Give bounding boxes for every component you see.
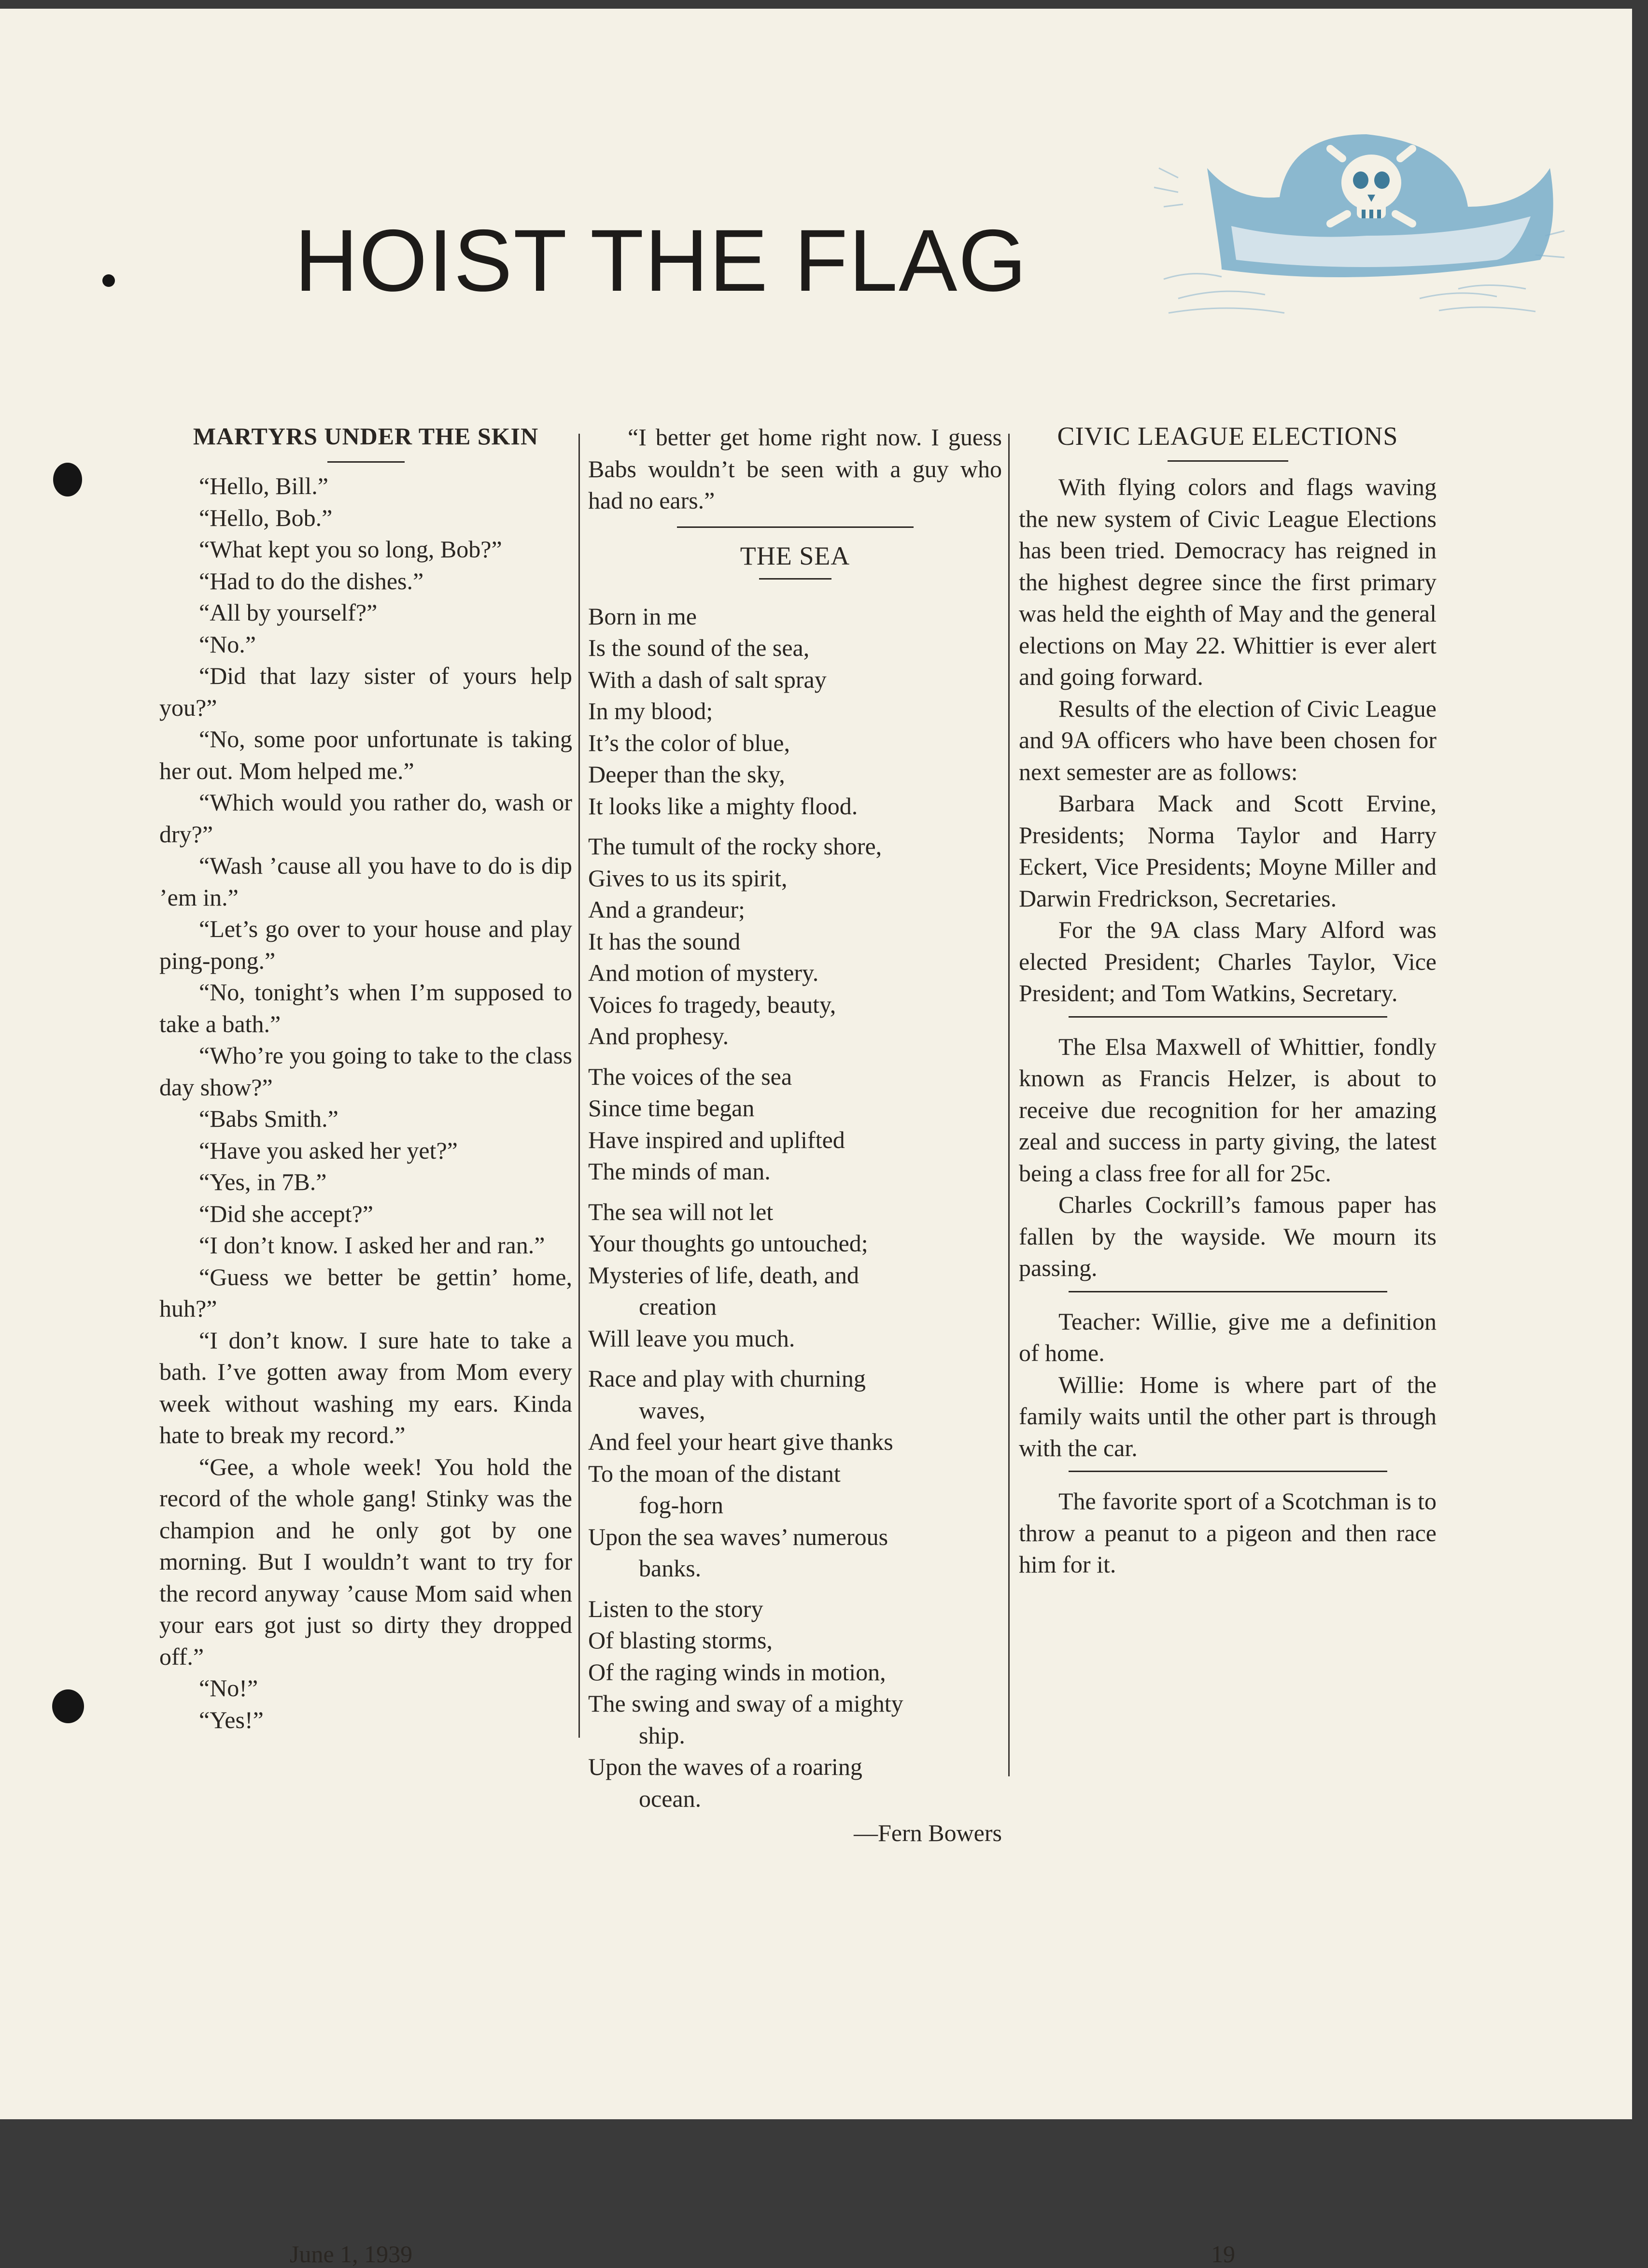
- poem-line: Of the raging winds in motion,: [588, 1658, 886, 1686]
- poem-line: Race and play with churning: [588, 1365, 866, 1392]
- dialogue-line: “Yes, in 7B.”: [199, 1168, 327, 1195]
- poem-stanza: [588, 1363, 1002, 1585]
- dialogue-line: “What kept you so long, Bob?”: [199, 536, 502, 563]
- column-the-sea: [588, 422, 1002, 1849]
- poem-line: Since time began: [588, 1094, 755, 1121]
- dialogue-line: “Yes!”: [199, 1706, 264, 1733]
- poem-line: banks.: [639, 1555, 702, 1582]
- item-rule-3: [1069, 1471, 1387, 1472]
- poem-line: Will leave you much.: [588, 1324, 795, 1352]
- poem-line: ship.: [639, 1721, 685, 1749]
- item-rule-1: [1069, 1016, 1387, 1018]
- column-civic-league: [1019, 422, 1437, 1581]
- poem-line: Deeper than the sky,: [588, 761, 785, 788]
- dialogue-continued: “I better get home right now. I guess Babs wouldn’t be seen with a guy who had no ears.”: [588, 424, 1002, 514]
- poem-line: It’s the color of blue,: [588, 729, 790, 756]
- issue-date: June 1, 1939: [290, 2240, 413, 2268]
- poem-line: The minds of man.: [588, 1158, 771, 1185]
- column-divider-right: [1008, 434, 1010, 1776]
- poem-line: Your thoughts go untouched;: [588, 1230, 868, 1257]
- page-number: 19: [1211, 2240, 1235, 2268]
- poem-title-rule: [759, 578, 831, 580]
- dialogue-line: “Guess we better be gettin’ home, huh?”: [159, 1263, 572, 1322]
- martyrs-heading: MARTYRS UNDER THE SKIN: [193, 423, 539, 450]
- dialogue-line: “Have you asked her yet?”: [199, 1136, 458, 1164]
- poem-stanza: [588, 1196, 1002, 1355]
- article-paragraph: With flying colors and flags waving the new system of Civic League Elections has been tried. Democracy has reigned in the highest degree since the first primary was held the eighth of May and the general elections on May 22. Whittier is ever alert and going forward.: [1019, 473, 1437, 690]
- joke-scotchman: [1019, 1486, 1437, 1581]
- dialogue-line: “Let’s go over to your house and play ping-pong.”: [159, 915, 572, 974]
- item-paragraph: The favorite sport of a Scotchman is to throw a peanut to a pigeon and then race him for it.: [1019, 1488, 1437, 1578]
- poem-line: To the moan of the distant: [588, 1460, 841, 1487]
- dialogue-line: “All by yourself?”: [199, 599, 378, 626]
- civic-heading: CIVIC LEAGUE ELECTIONS: [1057, 422, 1398, 451]
- poem-line: Is the sound of the sea,: [588, 634, 810, 661]
- binding-hole-mark: [52, 1689, 84, 1723]
- article-paragraph: For the 9A class Mary Alford was elected President; Charles Taylor, Vice President; and Tom Watkins, Secretary.: [1019, 916, 1437, 1006]
- poem-line: Of blasting storms,: [588, 1627, 773, 1654]
- dialogue-line: “No, tonight’s when I’m supposed to take a bath.”: [159, 978, 572, 1037]
- poem-line: ocean.: [639, 1785, 702, 1812]
- dialogue-line: “No!”: [199, 1674, 258, 1701]
- poem-line: waves,: [639, 1396, 705, 1424]
- poem-line: Voices fo tragedy, beauty,: [588, 991, 836, 1018]
- poem-stanza: [588, 831, 1002, 1052]
- column-divider-left: [578, 434, 580, 1738]
- poem-line: And a grandeur;: [588, 896, 745, 923]
- dialogue-line: “I don’t know. I sure hate to take a bath. I’ve gotten away from Mom every week without washing my ears. Kinda hate to break my record.”: [159, 1326, 572, 1448]
- heading-rule: [327, 461, 405, 463]
- poem-line: And motion of mystery.: [588, 959, 819, 986]
- dialogue-line: “Hello, Bill.”: [199, 472, 328, 499]
- article-paragraph: Barbara Mack and Scott Ervine, Presidents; Norma Taylor and Harry Eckert, Vice Presidents; Moyne Miller and Darwin Fredrickson, Secretaries.: [1019, 790, 1437, 912]
- dialogue-line: “No.”: [199, 630, 256, 658]
- joke-teacher-willie: [1019, 1306, 1437, 1464]
- poem-stanza: [588, 601, 1002, 822]
- dialogue-line: “Babs Smith.”: [199, 1105, 338, 1132]
- poem-line: The swing and sway of a mighty: [588, 1690, 903, 1717]
- party-item: [1019, 1031, 1437, 1284]
- poem-line: The sea will not let: [588, 1198, 774, 1225]
- dialogue-line: “Hello, Bob.”: [199, 504, 333, 531]
- column-martyrs: [159, 422, 572, 1736]
- binding-hole-mark: [53, 463, 82, 496]
- poem-line: Mysteries of life, death, and: [588, 1261, 859, 1289]
- poem-line: Upon the waves of a roaring: [588, 1753, 862, 1780]
- poem-stanza: [588, 1061, 1002, 1188]
- item-paragraph: Willie: Home is where part of the family waits until the other part is through with the car.: [1019, 1371, 1437, 1461]
- poem-line: The tumult of the rocky shore,: [588, 833, 882, 860]
- poem-line: In my blood;: [588, 697, 713, 724]
- poem-stanza: [588, 1593, 1002, 1815]
- dialogue-line: “Who’re you going to take to the class day show?”: [159, 1042, 572, 1101]
- poem-line: Gives to us its spirit,: [588, 864, 788, 892]
- dialogue-line: “No, some poor unfortunate is taking her out. Mom helped me.”: [159, 725, 572, 784]
- poem-line: And prophesy.: [588, 1022, 729, 1049]
- pirate-hat-illustration: [1149, 115, 1574, 323]
- item-paragraph: Teacher: Willie, give me a definition of home.: [1019, 1307, 1437, 1366]
- civic-article: [1019, 471, 1437, 1009]
- item-rule-2: [1069, 1291, 1387, 1292]
- article-paragraph: Results of the election of Civic League and 9A officers who have been chosen for next semester are as follows:: [1019, 695, 1437, 785]
- dialogue-line: “Did she accept?”: [199, 1200, 373, 1227]
- poem-line: With a dash of salt spray: [588, 666, 827, 693]
- page-title: HOIST THE FLAG: [295, 211, 1028, 310]
- civic-heading-rule: [1168, 460, 1288, 462]
- section-rule: [677, 526, 914, 528]
- poem-line: Born in me: [588, 602, 697, 630]
- dialogue-line: “I don’t know. I asked her and ran.”: [199, 1232, 545, 1259]
- poem-signature: —Fern Bowers: [854, 1819, 1002, 1846]
- poem-line: Have inspired and uplifted: [588, 1126, 845, 1153]
- poem-line: creation: [639, 1293, 717, 1320]
- dialogue-line: “Gee, a whole week! You hold the record of the whole gang! Stinky was the champion and he only got by one morning. But I wouldn’t want to try for the record anyway ’cause Mom said when your ears got just so dirty they dropped off.”: [159, 1453, 572, 1670]
- poem-body: [588, 601, 1002, 1815]
- poem-line: And feel your heart give thanks: [588, 1428, 893, 1455]
- item-paragraph: Charles Cockrill’s famous paper has fallen by the wayside. We mourn its passing.: [1019, 1191, 1437, 1281]
- poem-line: Listen to the story: [588, 1595, 763, 1622]
- dialogue-line: “Had to do the dishes.”: [199, 567, 424, 595]
- dialogue-line: “Wash ’cause all you have to do is dip ’em in.”: [159, 852, 572, 911]
- magazine-page: [0, 9, 1632, 2268]
- poem-title: THE SEA: [740, 541, 850, 570]
- poem-line: The voices of the sea: [588, 1063, 792, 1090]
- poem-line: fog-horn: [639, 1491, 723, 1518]
- item-paragraph: The Elsa Maxwell of Whittier, fondly known as Francis Helzer, is about to receive due recognition for her amazing zeal and success in party giving, the latest being a class free for all for 25c.: [1019, 1033, 1437, 1187]
- poem-line: Upon the sea waves’ numerous: [588, 1523, 888, 1550]
- poem-line: It looks like a mighty flood.: [588, 792, 858, 820]
- dialogue-line: “Did that lazy sister of yours help you?”: [159, 662, 572, 721]
- page-top-edge: [0, 0, 1632, 9]
- dialogue-line: “Which would you rather do, wash or dry?”: [159, 789, 572, 848]
- binding-hole-mark: [102, 274, 115, 287]
- poem-line: It has the sound: [588, 927, 741, 955]
- dialogue-list: [159, 470, 572, 1736]
